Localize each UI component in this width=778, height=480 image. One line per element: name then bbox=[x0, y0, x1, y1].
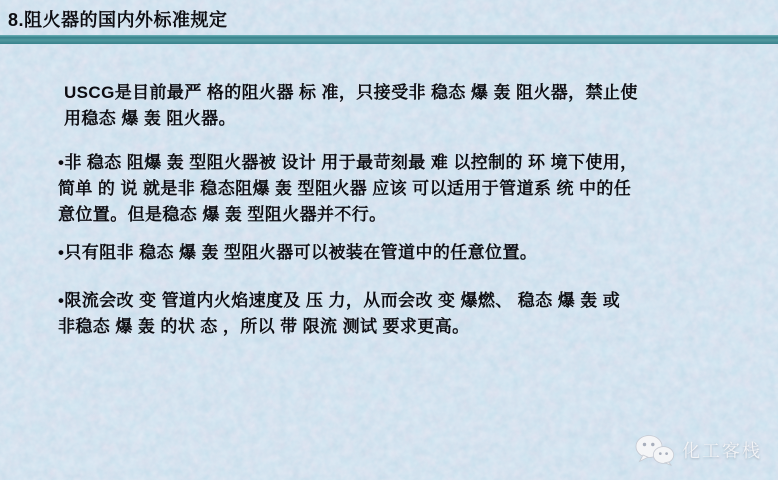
paragraph-unstable-detonation-design bbox=[58, 150, 730, 228]
text-line: •非 稳态 阻爆 轰 型阻火器被 设计 用于最苛刻最 难 以控制的 环 境下使用， bbox=[58, 153, 638, 172]
slide-title: 8.阻火器的国内外标准规定 bbox=[8, 10, 228, 30]
text-line: 用稳态 爆 轰 阻火器。 bbox=[64, 109, 236, 128]
paragraph-pipe-position bbox=[58, 240, 730, 266]
title-divider-bar bbox=[0, 35, 778, 44]
text-line: •只有阻非 稳态 爆 轰 型阻火器可以被装在管道中的任意位置。 bbox=[58, 243, 538, 262]
watermark-label: 化工客栈 bbox=[682, 441, 762, 461]
text-line: 简单 的 说 就是非 稳态阻爆 轰 型阻火器 应该 可以适用于管道系 统 中的任 bbox=[58, 179, 632, 198]
text-line: 意位置。但是稳态 爆 轰 型阻火器并不行。 bbox=[58, 205, 387, 224]
slide-body bbox=[58, 80, 730, 340]
paragraph-flow-restriction bbox=[58, 288, 730, 340]
text-line: •限流会改 变 管道内火焰速度及 压 力，从而会改 变 爆燃、 稳态 爆 轰 或 bbox=[58, 291, 621, 310]
text-line: 非稳态 爆 轰 的状 态 ，所以 带 限流 测试 要求更高。 bbox=[58, 317, 470, 336]
wechat-icon bbox=[635, 434, 675, 466]
text-line: USCG是目前最严 格的阻火器 标 准，只接受非 稳态 爆 轰 阻火器，禁止使 bbox=[64, 83, 638, 102]
paragraph-uscg-standard bbox=[58, 80, 730, 132]
watermark bbox=[635, 434, 762, 466]
